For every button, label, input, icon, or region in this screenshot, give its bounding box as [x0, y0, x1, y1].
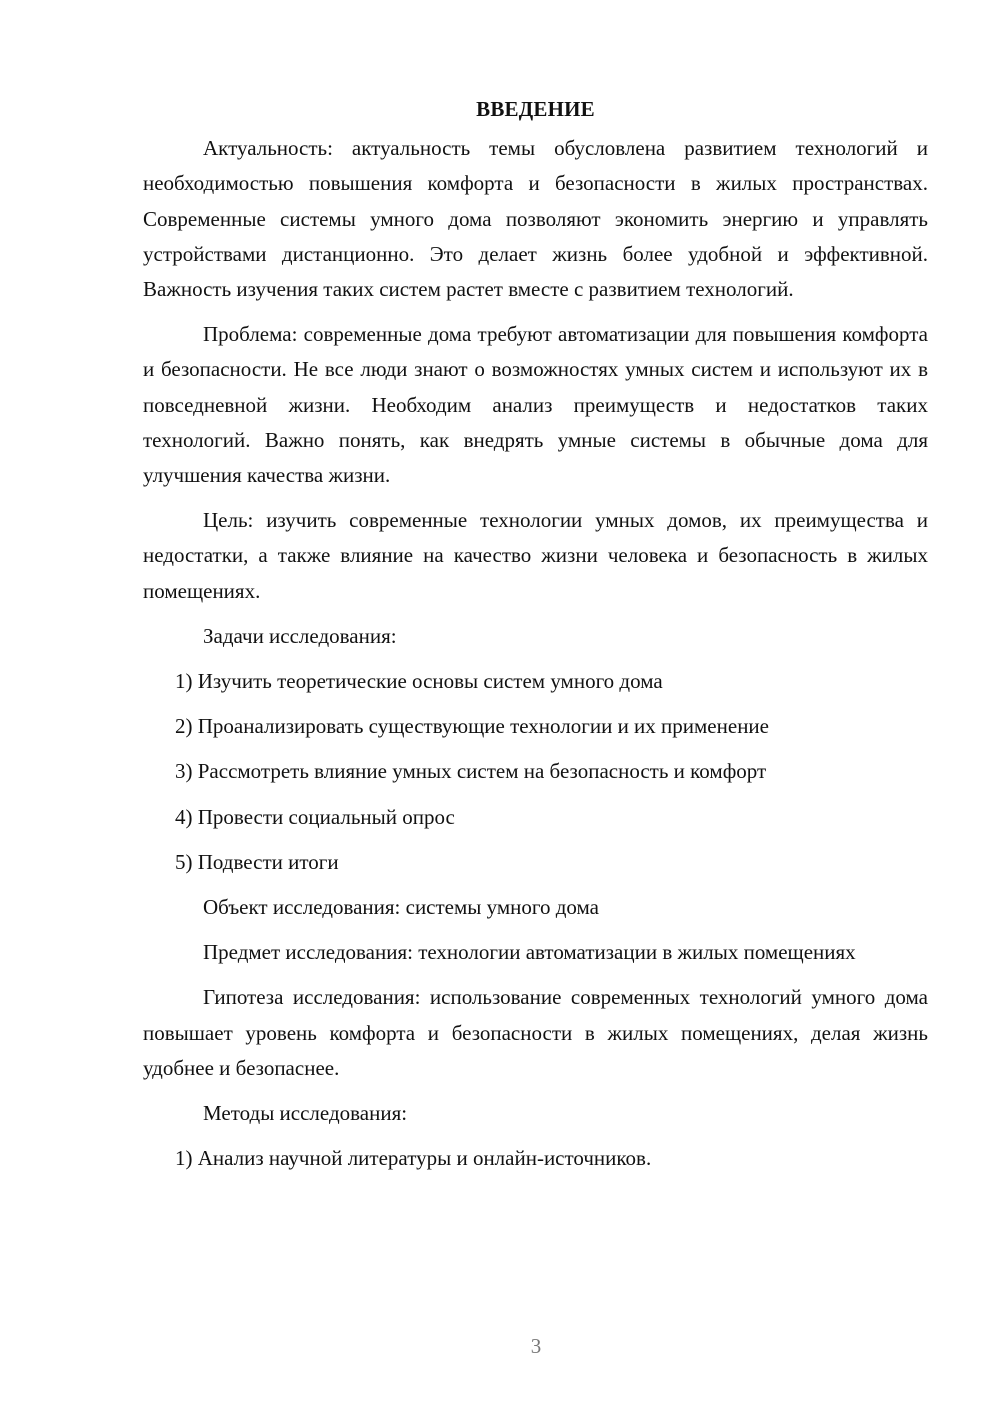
object-line: Объект исследования: системы умного дома [203, 895, 599, 920]
method-item: 1) Анализ научной литературы и онлайн-источников. [175, 1146, 652, 1171]
hypothesis-paragraph: Гипотеза исследования: использование современных технологий умного дома повышает уровень комфорта и безопасности в жилых помещениях, делая жизнь удобнее и безопаснее. [143, 985, 928, 1080]
task-item: 3) Рассмотреть влияние умных систем на безопасность и комфорт [175, 759, 767, 784]
problem-paragraph: Проблема: современные дома требуют автоматизации для повышения комфорта и безопасности. Не все люди знают о возможностях умных систем и используют их в повседневной жизни. Необходим анализ преимуществ и недостатков таких технологий. Важно понять, как внедрять умные системы в обычные дома для улучшения качества жизни. [143, 322, 928, 488]
task-item: 1) Изучить теоретические основы систем умного дома [175, 669, 663, 694]
page-content [143, 92, 928, 1186]
methods-label: Методы исследования: [203, 1101, 408, 1126]
subject-paragraph: Предмет исследования: технологии автоматизации в жилых помещениях [203, 940, 856, 965]
relevance-paragraph: Актуальность: актуальность темы обусловлена развитием технологий и необходимостью повышения комфорта и безопасности в жилых пространствах. Современные системы умного дома позволяют экономить энергию и управлять устройствами дистанционно. Это делает жизнь более удобной и эффективной. Важность изучения таких систем растет вместе с развитием технологий. [143, 136, 928, 302]
task-item: 4) Провести социальный опрос [175, 804, 455, 829]
task-item: 5) Подвести итоги [175, 849, 339, 874]
section-heading: ВВЕДЕНИЕ [476, 97, 595, 121]
page-number: 3 [530, 1334, 542, 1358]
goal-paragraph: Цель: изучить современные технологии умных домов, их преимущества и недостатки, а также влияние на качество жизни человека и безопасность в жилых помещениях. [143, 508, 928, 603]
tasks-label: Задачи исследования: [203, 623, 397, 648]
task-item: 2) Проанализировать существующие технологии и их применение [175, 714, 769, 739]
